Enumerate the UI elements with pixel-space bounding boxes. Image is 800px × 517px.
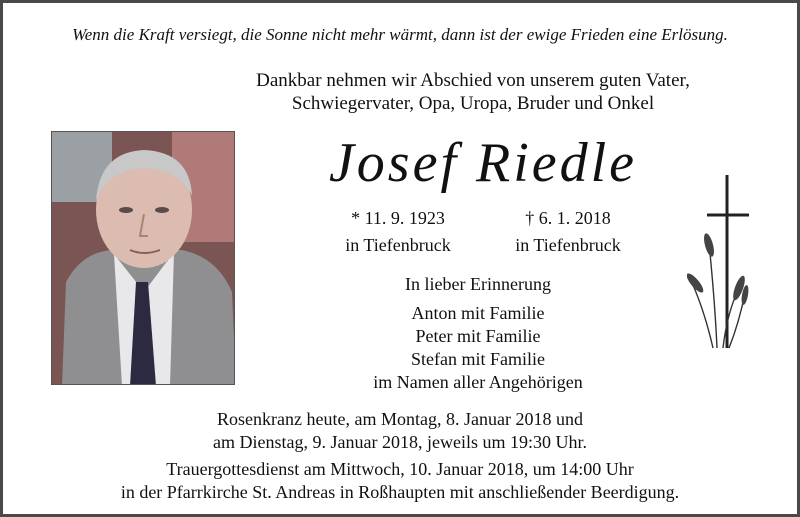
death-date: † 6. 1. 2018 [525, 208, 611, 228]
death-place: in Tiefenbruck [515, 235, 621, 255]
motto-text: Wenn die Kraft versiegt, die Sonne nicht mehr wärmt, dann ist der ewige Frieden eine Erlösung. [72, 25, 728, 44]
portrait-photo [51, 131, 235, 385]
funeral-line-1: Trauergottesdienst am Mittwoch, 10. Januar 2018, um 14:00 Uhr [166, 459, 634, 479]
mourners-block [298, 273, 658, 394]
birth-info [313, 205, 483, 259]
rosary-line-2: am Dienstag, 9. Januar 2018, jeweils um 19:30 Uhr. [213, 432, 587, 452]
rosary-notice [3, 408, 797, 454]
mourner-line: Anton mit Familie [411, 303, 545, 323]
memory-heading: In lieber Erinnerung [405, 274, 551, 294]
intro-line-2: Schwiegervater, Opa, Uropa, Bruder und Onkel [291, 93, 655, 114]
deceased-name: Josef Riedle [328, 132, 638, 194]
birth-date: * 11. 9. 1923 [351, 208, 445, 228]
mourner-line: im Namen aller Angehörigen [373, 372, 583, 392]
death-info [483, 205, 653, 259]
funeral-line-2: in der Pfarrkirche St. Andreas in Roßhaupten mit anschließender Beerdigung. [120, 482, 680, 502]
intro-line-1: Dankbar nehmen wir Abschied von unserem guten Vater, [256, 70, 690, 91]
rosary-line-1: Rosenkranz heute, am Montag, 8. Januar 2018 und [217, 409, 583, 429]
intro-text [213, 69, 733, 115]
mourner-line: Stefan mit Familie [411, 349, 545, 369]
life-dates [313, 205, 653, 259]
mourner-line: Peter mit Familie [415, 326, 541, 346]
funeral-notice [3, 458, 797, 504]
cross-with-wheat-icon [687, 173, 767, 353]
birth-place: in Tiefenbruck [345, 235, 451, 255]
